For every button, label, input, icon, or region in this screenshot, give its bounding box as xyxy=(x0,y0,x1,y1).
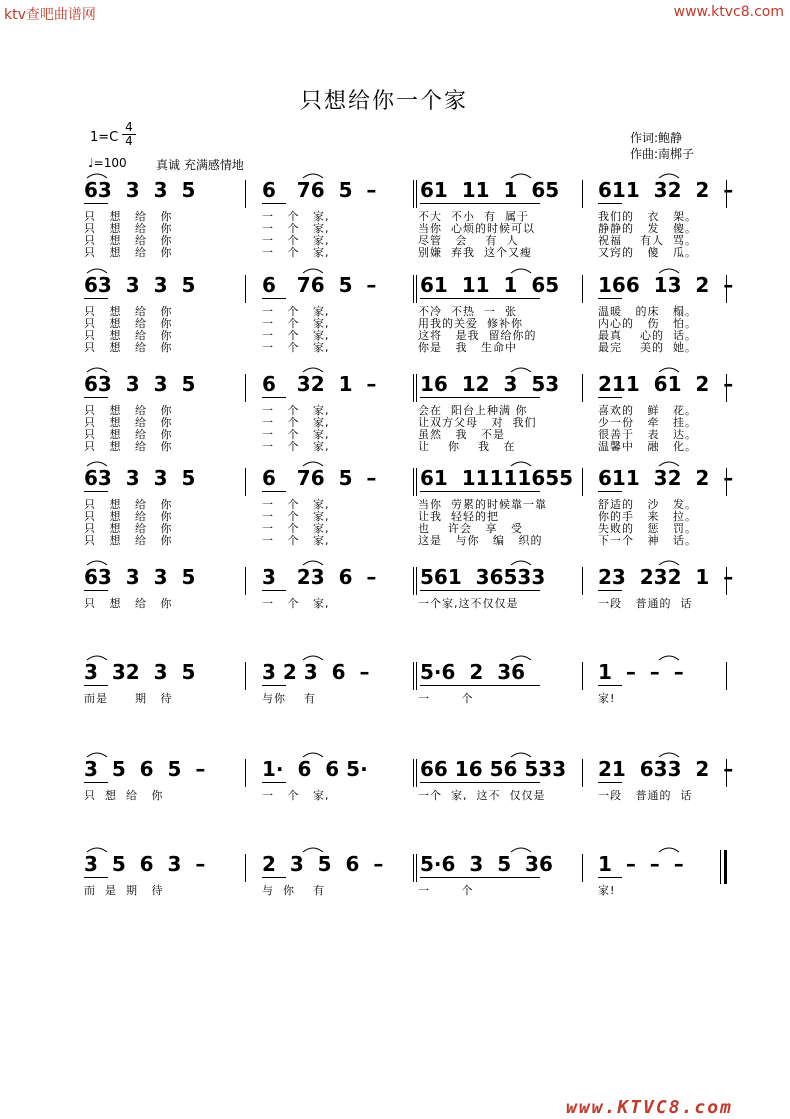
lyric-text: 用我的关爱 修补你 xyxy=(418,317,523,330)
beam-underline xyxy=(420,491,540,492)
slur-mark xyxy=(658,750,680,758)
bar-line xyxy=(582,275,583,303)
lyric-text: 这将 是我 留给你的 xyxy=(418,329,537,342)
lyric-text: 下一个 神 话。 xyxy=(598,534,697,547)
slur-mark xyxy=(658,653,680,661)
lyric-text: 一 个 家, xyxy=(262,305,330,318)
lyric-text: 一 个 家, xyxy=(262,329,330,342)
lyric-text: 一个 家, 这不 仅仅是 xyxy=(418,789,546,802)
bar-line xyxy=(245,662,246,690)
measure-notes: 211 61 2 – xyxy=(598,372,734,396)
beam-underline xyxy=(84,203,108,204)
lyric-text: 家! xyxy=(598,692,616,705)
measure-notes: 23 232 1 – xyxy=(598,565,734,589)
bar-line xyxy=(245,275,246,303)
lyric-text: 一 个 家, xyxy=(262,440,330,453)
bar-line xyxy=(413,180,414,208)
bar-line xyxy=(582,567,583,595)
lyric-text: 只 想 给 你 xyxy=(84,522,173,535)
measure-notes: 166 13 2 – xyxy=(598,273,734,297)
measure-notes: 6 32 1 – xyxy=(262,372,377,396)
composer: 作曲:南梆子 xyxy=(630,147,695,161)
bar-line xyxy=(413,468,414,496)
lyric-text: 让我 轻轻的把 xyxy=(418,510,499,523)
slur-mark xyxy=(302,266,324,274)
lyric-text: 一 个 家, xyxy=(262,341,330,354)
slur-mark xyxy=(302,171,324,179)
beam-underline xyxy=(598,491,622,492)
lyric-text: 会在 阳台上种满 你 xyxy=(418,404,528,417)
measure-notes: 3 5 6 5 – xyxy=(84,757,206,781)
lyric-text: 一 个 家, xyxy=(262,404,330,417)
lyric-text: 你是 我 生命中 xyxy=(418,341,517,354)
bar-line xyxy=(582,468,583,496)
lyric-text: 让双方父母 对 我们 xyxy=(418,416,537,429)
tempo-marking xyxy=(88,156,127,170)
lyric-text: 只 想 给 你 xyxy=(84,222,173,235)
slur-mark xyxy=(658,365,680,373)
bar-line xyxy=(416,662,417,690)
bar-line xyxy=(245,854,246,882)
bar-line xyxy=(245,468,246,496)
measure-notes: 61 11 1 65 xyxy=(420,273,560,297)
slur-mark xyxy=(658,171,680,179)
lyric-text: 让 你 我 在 xyxy=(418,440,516,453)
lyric-text: 家! xyxy=(598,884,616,897)
lyric-text: 温暖 的床 榻。 xyxy=(598,305,697,318)
watermark-left: ktv查吧曲谱网 xyxy=(4,7,96,23)
lyric-text: 尽管 会 有 人 xyxy=(418,234,519,247)
bar-line xyxy=(413,759,414,787)
lyric-text: 又窍的 傻 瓜。 xyxy=(598,246,697,259)
lyric-text: 虽然 我 不是 xyxy=(418,428,505,441)
bar-line xyxy=(413,567,414,595)
slur-mark xyxy=(510,653,532,661)
beam-underline xyxy=(262,877,286,878)
measure-notes: 61 11 1 65 xyxy=(420,178,560,202)
measure-notes: 2 3 5 6 – xyxy=(262,852,384,876)
lyric-text: 不大 不小 有 属于 xyxy=(418,210,529,223)
measure-notes: 3 5 6 3 – xyxy=(84,852,206,876)
lyric-text: 只 想 给 你 xyxy=(84,597,173,610)
slur-mark xyxy=(86,266,108,274)
beam-underline xyxy=(598,877,622,878)
page-title: 只想给你一个家 xyxy=(300,89,469,114)
measure-notes: 16 12 3 53 xyxy=(420,372,560,396)
lyric-text: 只 想 给 你 xyxy=(84,534,173,547)
lyric-text: 舒适的 沙 发。 xyxy=(598,498,697,511)
lyric-text: 与 你 有 xyxy=(262,884,325,897)
bar-line xyxy=(582,759,583,787)
slur-mark xyxy=(302,365,324,373)
beam-underline xyxy=(420,203,540,204)
beam-underline xyxy=(262,685,286,686)
measure-notes: 1 – – – xyxy=(598,852,684,876)
slur-mark xyxy=(86,171,108,179)
lyric-text: 一 个 家, xyxy=(262,789,330,802)
lyric-text: 你的手 来 拉。 xyxy=(598,510,697,523)
lyric-text: 只 想 给 你 xyxy=(84,428,173,441)
lyric-text: 温馨中 融 化。 xyxy=(598,440,697,453)
lyric-text: 只 想 给 你 xyxy=(84,510,173,523)
measure-notes: 3 32 3 5 xyxy=(84,660,196,684)
final-bar-line xyxy=(720,850,721,884)
slur-mark xyxy=(658,558,680,566)
beam-underline xyxy=(84,877,108,878)
beam-underline xyxy=(262,397,286,398)
slur-mark xyxy=(86,365,108,373)
bar-line xyxy=(726,662,727,690)
slur-mark xyxy=(302,459,324,467)
lyric-text: 当你 心烦的时候可以 xyxy=(418,222,535,235)
slur-mark xyxy=(86,750,108,758)
lyric-text: 也 许会 享 受 xyxy=(418,522,523,535)
lyric-text: 而是 期 待 xyxy=(84,692,173,705)
beam-underline xyxy=(84,397,108,398)
lyric-text: 内心的 伤 怕。 xyxy=(598,317,697,330)
beam-underline xyxy=(84,491,108,492)
beam-underline xyxy=(262,203,286,204)
measure-notes: 1· 6 6 5· xyxy=(262,757,368,781)
measure-notes: 1 – – – xyxy=(598,660,684,684)
measure-notes: 66 16 56 533 xyxy=(420,757,567,781)
beam-underline xyxy=(598,782,622,783)
lyric-text: 只 想 给 你 xyxy=(84,305,173,318)
measure-notes: 63 3 3 5 xyxy=(84,178,196,202)
bar-line xyxy=(416,374,417,402)
measure-notes: 5·6 2 36 xyxy=(420,660,526,684)
slur-mark xyxy=(510,845,532,853)
bar-line xyxy=(416,759,417,787)
bar-line xyxy=(413,662,414,690)
beam-underline xyxy=(420,685,540,686)
slur-mark xyxy=(302,750,324,758)
lyric-text: 与你 有 xyxy=(262,692,316,705)
lyric-text: 一 个 家, xyxy=(262,498,330,511)
slur-mark xyxy=(510,750,532,758)
lyric-text: 祝福 有人 骂。 xyxy=(598,234,697,247)
lyric-text: 只 想 给 你 xyxy=(84,404,173,417)
slur-mark xyxy=(302,558,324,566)
bar-line xyxy=(245,374,246,402)
lyric-text: 一段 普通的 话 xyxy=(598,789,693,802)
lyric-text: 一 个 家, xyxy=(262,416,330,429)
lyric-text: 少一份 牵 挂。 xyxy=(598,416,697,429)
watermark-right: www.ktvc8.com xyxy=(673,4,784,20)
measure-notes: 611 32 2 – xyxy=(598,178,734,202)
measure-notes: 611 32 2 – xyxy=(598,466,734,490)
slur-mark xyxy=(510,171,532,179)
bar-line xyxy=(416,180,417,208)
lyric-text: 只 想 给 你 xyxy=(84,498,173,511)
bar-line xyxy=(413,854,414,882)
bar-line xyxy=(724,850,727,884)
tempo-value: =100 xyxy=(93,156,127,170)
measure-notes: 21 633 2 – xyxy=(598,757,734,781)
measure-notes: 63 3 3 5 xyxy=(84,565,196,589)
beam-underline xyxy=(84,685,108,686)
lyric-text: 一 个 家, xyxy=(262,222,330,235)
lyric-text: 静静的 发 傻。 xyxy=(598,222,697,235)
slur-mark xyxy=(86,459,108,467)
lyric-text: 一 个 家, xyxy=(262,234,330,247)
lyric-text: 只 想 给 你 xyxy=(84,210,173,223)
time-signature-bottom: 4 xyxy=(125,134,133,148)
bar-line xyxy=(416,468,417,496)
beam-underline xyxy=(420,877,540,878)
bar-line xyxy=(245,180,246,208)
measure-notes: 3 23 6 – xyxy=(262,565,377,589)
slur-mark xyxy=(86,653,108,661)
slur-mark xyxy=(510,266,532,274)
footer-watermark: www.KTVC8.com xyxy=(566,1097,733,1118)
expression-marking: 真诚 充满感情地 xyxy=(156,158,244,172)
lyric-text: 只 想 给 你 xyxy=(84,329,173,342)
bar-line xyxy=(416,567,417,595)
lyric-text: 一 个 xyxy=(418,884,474,897)
lyric-text: 失败的 惩 罚。 xyxy=(598,522,697,535)
slur-mark xyxy=(86,845,108,853)
lyric-text: 只 想 给 你 xyxy=(84,789,164,802)
beam-underline xyxy=(262,590,286,591)
lyric-text: 一 个 家, xyxy=(262,246,330,259)
lyric-text: 一 个 家, xyxy=(262,317,330,330)
beam-underline xyxy=(598,397,622,398)
lyric-text: 只 想 给 你 xyxy=(84,341,173,354)
measure-notes: 6 76 5 – xyxy=(262,178,377,202)
slur-mark xyxy=(302,845,324,853)
lyric-text: 一 个 家, xyxy=(262,597,330,610)
slur-mark xyxy=(658,459,680,467)
bar-line xyxy=(582,374,583,402)
measure-notes: 3 2 3 6 – xyxy=(262,660,370,684)
slur-mark xyxy=(302,653,324,661)
measure-notes: 5·6 3 5 36 xyxy=(420,852,553,876)
bar-line xyxy=(582,662,583,690)
bar-line xyxy=(245,759,246,787)
bar-line xyxy=(582,180,583,208)
measure-notes: 63 3 3 5 xyxy=(84,273,196,297)
slur-mark xyxy=(510,459,532,467)
lyric-text: 最完 美的 她。 xyxy=(598,341,697,354)
lyric-text: 一 个 家, xyxy=(262,428,330,441)
measure-notes: 6 76 5 – xyxy=(262,466,377,490)
time-signature-top: 4 xyxy=(125,120,133,134)
measure-notes: 561 36533 xyxy=(420,565,546,589)
bar-line xyxy=(413,275,414,303)
slur-mark xyxy=(510,365,532,373)
bar-line xyxy=(416,275,417,303)
lyric-text: 一段 普通的 话 xyxy=(598,597,693,610)
measure-notes: 61 11111655 xyxy=(420,466,574,490)
measure-notes: 63 3 3 5 xyxy=(84,466,196,490)
quarter-note-icon: ♩ xyxy=(88,156,94,170)
slur-mark xyxy=(658,845,680,853)
beam-underline xyxy=(598,685,622,686)
time-signature xyxy=(122,121,136,148)
lyric-text: 我们的 衣 架。 xyxy=(598,210,697,223)
key-signature: 1=C xyxy=(90,130,119,145)
lyric-text: 一 个 家, xyxy=(262,210,330,223)
lyric-text: 不冷 不热 一 张 xyxy=(418,305,517,318)
beam-underline xyxy=(598,203,622,204)
lyric-text: 一 个 xyxy=(418,692,474,705)
slur-mark xyxy=(658,266,680,274)
slur-mark xyxy=(86,558,108,566)
lyric-text: 很善于 表 达。 xyxy=(598,428,697,441)
beam-underline xyxy=(84,590,108,591)
lyric-text: 只 想 给 你 xyxy=(84,234,173,247)
beam-underline xyxy=(262,298,286,299)
measure-notes: 63 3 3 5 xyxy=(84,372,196,396)
lyric-text: 一 个 家, xyxy=(262,510,330,523)
lyric-text: 只 想 给 你 xyxy=(84,317,173,330)
lyric-text: 最真 心的 话。 xyxy=(598,329,697,342)
lyric-text: 喜欢的 鲜 花。 xyxy=(598,404,697,417)
bar-line xyxy=(245,567,246,595)
lyric-text: 只 想 给 你 xyxy=(84,246,173,259)
beam-underline xyxy=(598,298,622,299)
slur-mark xyxy=(510,558,532,566)
lyric-text: 这是 与你 编 织的 xyxy=(418,534,543,547)
beam-underline xyxy=(420,397,540,398)
lyric-text: 别嫌 弃我 这个又瘦 xyxy=(418,246,532,259)
lyric-text: 一 个 家, xyxy=(262,534,330,547)
beam-underline xyxy=(420,782,540,783)
beam-underline xyxy=(420,590,540,591)
measure-notes: 6 76 5 – xyxy=(262,273,377,297)
lyric-text: 只 想 给 你 xyxy=(84,416,173,429)
lyric-text: 只 想 给 你 xyxy=(84,440,173,453)
beam-underline xyxy=(262,491,286,492)
bar-line xyxy=(582,854,583,882)
bar-line xyxy=(413,374,414,402)
beam-underline xyxy=(262,782,286,783)
lyric-text: 当你 劳累的时候靠一靠 xyxy=(418,498,547,511)
lyric-text: 而 是 期 待 xyxy=(84,884,164,897)
bar-line xyxy=(416,854,417,882)
beam-underline xyxy=(84,782,108,783)
beam-underline xyxy=(420,298,540,299)
lyric-text: 一 个 家, xyxy=(262,522,330,535)
lyricist: 作词:鲍静 xyxy=(630,131,683,145)
lyric-text: 一个家,这不仅仅是 xyxy=(418,597,519,610)
beam-underline xyxy=(598,590,622,591)
beam-underline xyxy=(84,298,108,299)
